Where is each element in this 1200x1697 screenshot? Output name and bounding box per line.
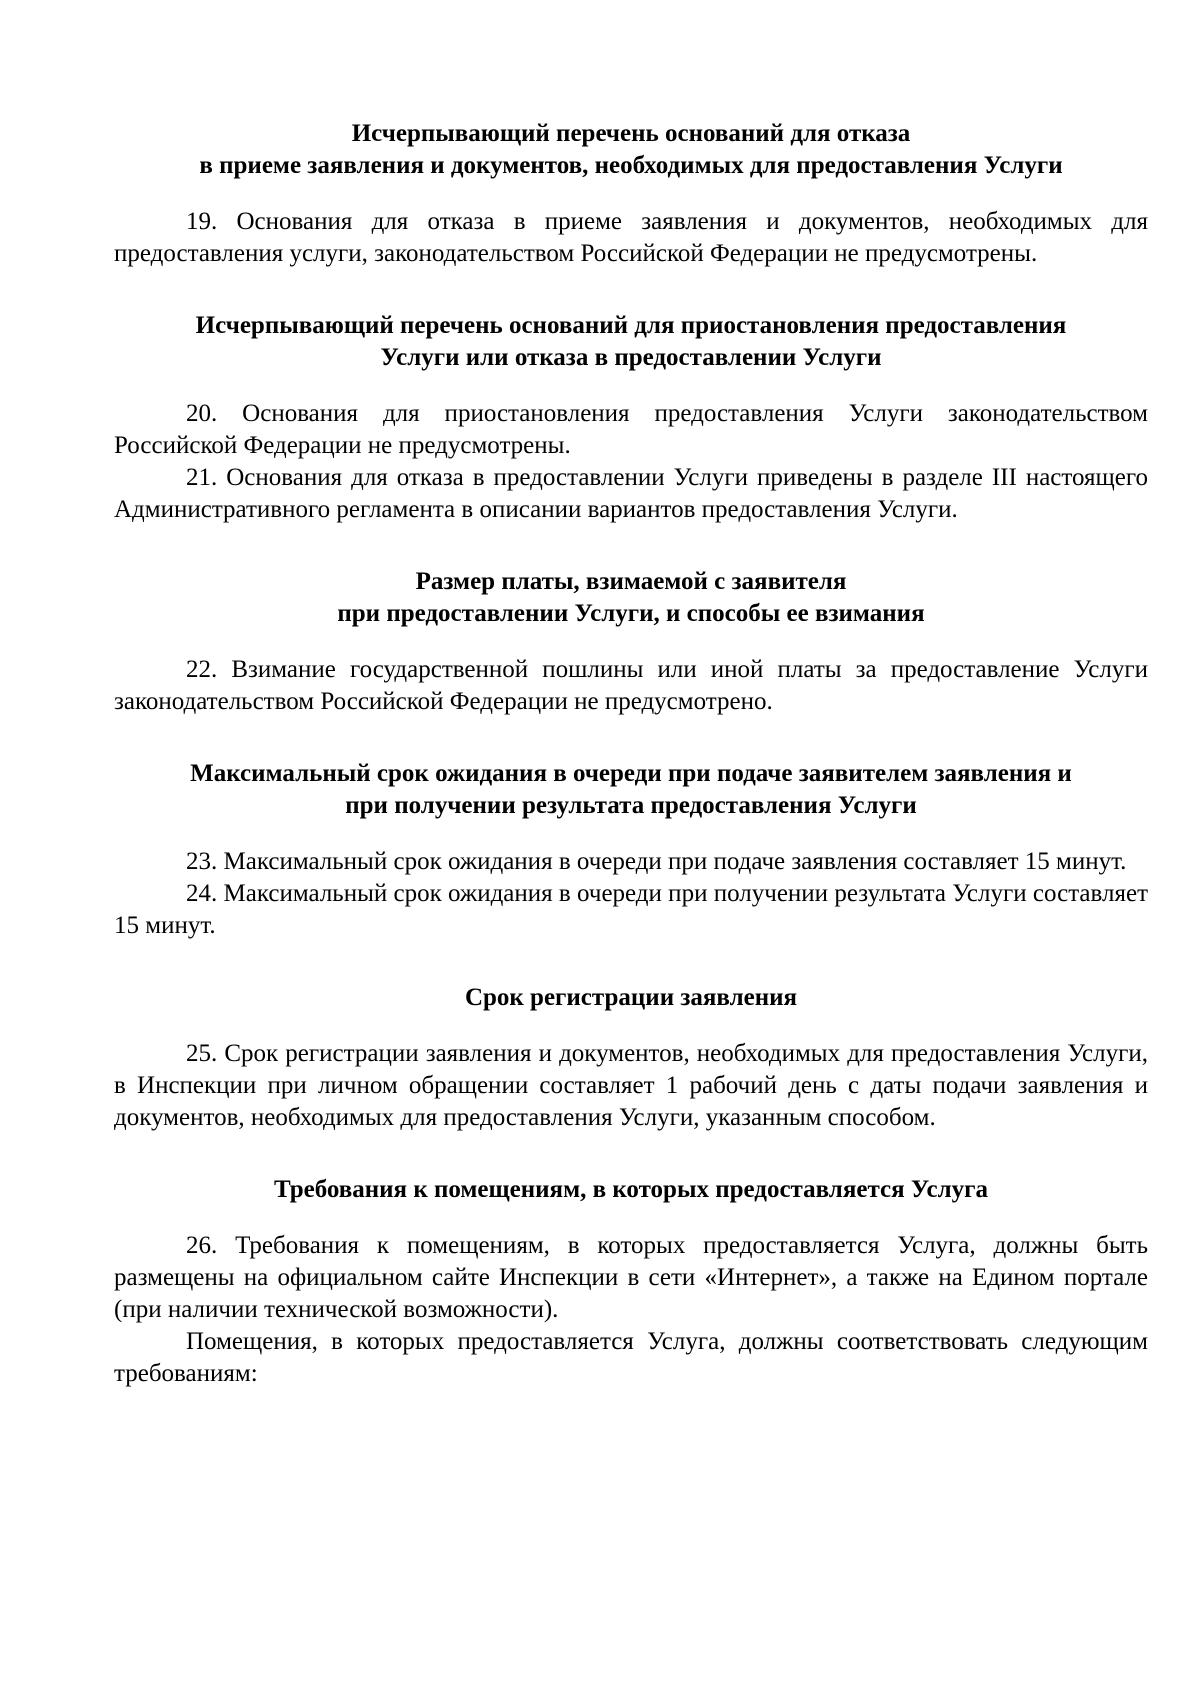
heading-line: Исчерпывающий перечень оснований для отказа xyxy=(351,120,911,147)
paragraph: 24. Максимальный срок ожидания в очереди при получении результата Услуги составляет 15 минут. xyxy=(114,880,1148,939)
paragraph: 26. Требования к помещениям, в которых предоставляется Услуга, должны быть размещены на официальном сайте Инспекции в сети «Интернет», а также на Едином портале (при наличии технической возможности). xyxy=(114,1232,1148,1323)
paragraph: Помещения, в которых предоставляется Услуга, должны соответствовать следующим требованиям: xyxy=(114,1328,1148,1387)
section-heading xyxy=(114,566,1148,630)
paragraph: 23. Максимальный срок ожидания в очереди при подаче заявления составляет 15 минут. xyxy=(186,848,1127,875)
section xyxy=(114,310,1148,526)
heading-line: Срок регистрации заявления xyxy=(464,984,798,1011)
section-heading xyxy=(114,758,1148,822)
section-heading xyxy=(114,310,1148,374)
heading-line: при получении результата предоставления Услуги xyxy=(345,792,917,819)
paragraph: 22. Взимание государственной пошлины или иной платы за предоставление Услуги законодательством Российской Федерации не предусмотрено. xyxy=(114,656,1148,715)
heading-line: Исчерпывающий перечень оснований для приостановления предоставления xyxy=(195,312,1067,339)
heading-line: при предоставлении Услуги, и способы ее взимания xyxy=(337,600,925,627)
heading-line: Максимальный срок ожидания в очереди при подаче заявителем заявления и xyxy=(190,760,1072,787)
section-heading xyxy=(114,1174,1148,1206)
heading-line: Услуги или отказа в предоставлении Услуги xyxy=(380,344,882,371)
heading-line: Требования к помещениям, в которых предоставляется Услуга xyxy=(273,1176,989,1203)
paragraph: 25. Срок регистрации заявления и документов, необходимых для предоставления Услуги, в Инспекции при личном обращении составляет 1 рабочий день с даты подачи заявления и документов, необходимых для предоставления Услуги, указанным способом. xyxy=(114,1040,1148,1131)
section xyxy=(114,758,1148,942)
section-heading xyxy=(114,982,1148,1014)
heading-line: в приеме заявления и документов, необходимых для предоставления Услуги xyxy=(199,152,1063,179)
section xyxy=(114,118,1148,270)
paragraph: 19. Основания для отказа в приеме заявления и документов, необходимых для предоставления услуги, законодательством Российской Федерации не предусмотрены. xyxy=(114,208,1148,267)
paragraph: 20. Основания для приостановления предоставления Услуги законодательством Российской Федерации не предусмотрены. xyxy=(114,400,1148,459)
section xyxy=(114,566,1148,718)
paragraph: 21. Основания для отказа в предоставлении Услуги приведены в разделе III настоящего Административного регламента в описании вариантов предоставления Услуги. xyxy=(114,464,1148,523)
document-page xyxy=(114,118,1148,1390)
section xyxy=(114,982,1148,1134)
section-heading xyxy=(114,118,1148,182)
heading-line: Размер платы, взимаемой с заявителя xyxy=(415,568,847,595)
section xyxy=(114,1174,1148,1390)
